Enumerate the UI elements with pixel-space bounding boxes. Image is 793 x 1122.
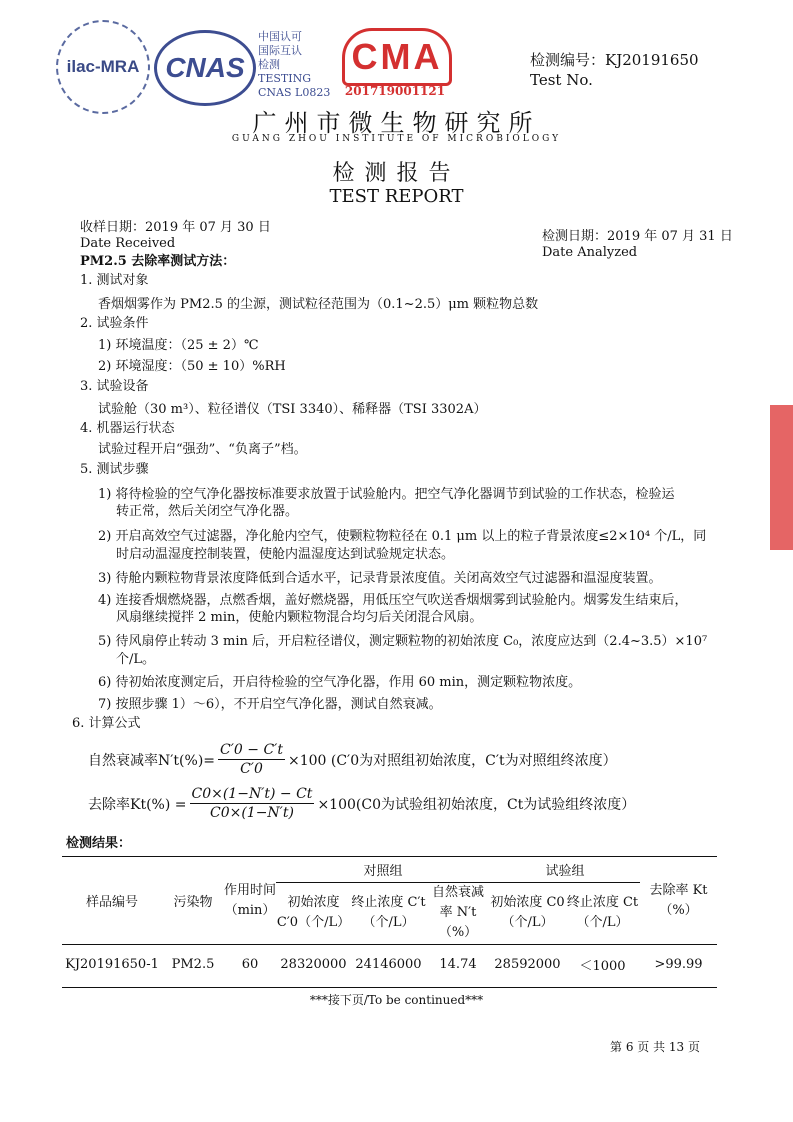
section-3-text: 试验舱（30 m³）、粒径谱仪（TSI 3340）、稀释器（TSI 3302A） [98,402,487,417]
cma-number: 201719001121 [344,84,446,98]
method-heading: PM2.5 去除率测试方法： [80,254,236,269]
cma-logo: CMA [342,28,452,86]
report-title-en: TEST REPORT [329,186,464,207]
results-heading: 检测结果： [66,836,132,851]
date-analyzed-cn: 检测日期：2019 年 07 月 31 日 [542,229,733,244]
step-line: 1) 将待检验的空气净化器按标准要求放置于试验舱内。把空气净化器调节到试验的工作状态，检验运 [98,487,675,502]
header-initial-conc-test: 初始浓度 C0（个/L） [490,895,565,930]
step-line: 3) 待舱内颗粒物背景浓度降低到合适水平，记录背景浓度值。关闭高效空气过滤器和温湿度装置。 [98,571,662,586]
header-time: 作用时间（min） [224,882,277,918]
section-5-title: 5. 测试步骤 [80,462,149,477]
header-final-conc-control: 终止浓度 C′t（个/L） [351,895,426,930]
seal-stamp-edge [770,405,793,550]
step-line: 风扇继续搅拌 2 min，使舱内颗粒物混合均匀后关闭混合风扇。 [116,610,483,625]
fraction: $\frac{C0\times(1-N't) - Ct}{C0\times(1-N't)}$ [191,786,313,821]
institute-name-en: GUANG ZHOU INSTITUTE OF MICROBIOLOGY [231,134,562,144]
test-number: 检测编号：KJ20191650 Test No. [530,51,699,89]
date-received-en: Date Received [80,236,176,251]
section-4-title: 4. 机器运行状态 [80,421,175,436]
header-natural-decay: 自然衰减率 N′t（%） [431,885,484,940]
header-control-group: 对照组 [276,858,490,882]
institute-name-cn: 广州市微生物研究所 [252,109,541,137]
continued-note: ***接下页/To be continued*** [309,993,484,1007]
results-table [62,858,717,984]
step-line: 时启动温湿度控制装置，使舱内温湿度达到试验规定状态。 [116,547,455,562]
table-bottom-rule [62,987,717,988]
step-line: 转正常，然后关闭空气净化器。 [116,504,299,519]
formula-natural-decay: 自然衰减率N′t(%)= $\frac{C'0 - C't}{C'0}$ ×100 (C′0为对照组初始浓度，C′t为对照组终浓度） [88,742,617,777]
step-line: 6) 待初始浓度测定后，开启待检验的空气净化器，作用 60 min，测定颗粒物浓度。 [98,675,582,690]
header-final-conc-test: 终止浓度 Ct（个/L） [566,895,639,930]
section-1-title: 1. 测试对象 [80,273,149,288]
table-top-rule [62,856,717,857]
condition-humidity: 2) 环境湿度：（50 ± 10）%RH [98,359,286,374]
section-1-text: 香烟烟雾作为 PM2.5 的尘源，测试粒径范围为（0.1~2.5）μm 颗粒物总数 [98,297,539,312]
cnas-logo: CNAS [154,30,256,106]
header-initial-conc-control: 初始浓度 C′0（个/L） [276,895,351,930]
header-pollutant: 污染物 [173,895,213,911]
date-received-cn: 收样日期：2019 年 07 月 30 日 [80,220,271,235]
step-line: 4) 连接香烟燃烧器，点燃香烟，盖好燃烧器，用低压空气吹送香烟烟雾到试验舱内。烟雾发生结束后， [98,593,688,608]
header-test-group: 试验组 [490,858,640,882]
step-line: 7) 按照步骤 1）～6），不开启空气净化器，测试自然衰减。 [98,697,442,712]
formula-removal-rate: 去除率Kt(%) = $\frac{C0\times(1-N't) - Ct}{C0\times(1-N't)}$ ×100(C0为试验组初始浓度，Ct为试验组终浓度） [88,786,636,821]
section-4-text: 试验过程开启“强劲”、“负离子”档。 [98,442,307,457]
date-analyzed-en: Date Analyzed [542,245,638,260]
header-removal-rate: 去除率 Kt（%） [649,882,708,918]
header-sample: 样品编号 [85,895,138,911]
condition-temperature: 1) 环境温度：（25 ± 2）℃ [98,338,259,353]
section-2-title: 2. 试验条件 [80,316,149,331]
step-line: 个/L。 [116,652,156,667]
step-line: 2) 开启高效空气过滤器，净化舱内空气，使颗粒物粒径在 0.1 μm 以上的粒子背景浓度≤2×10⁴ 个/L，同 [98,529,707,544]
cnas-accreditation-text: 中国认可 国际互认 检测 TESTING CNAS L0823 [258,30,331,99]
section-3-title: 3. 试验设备 [80,379,149,394]
page-number: 第 6 页 共 13 页 [610,1040,700,1054]
ilac-mra-logo: ilac-MRA [56,20,150,114]
fraction: $\frac{C'0 - C't}{C'0}$ [220,742,283,777]
table-row: KJ20191650-1 PM2.5 60 28320000 24146000 14.74 28592000 ＜1000 >99.99 [62,944,717,984]
section-6-title: 6. 计算公式 [72,716,141,731]
report-title-cn: 检测报告 [332,161,461,186]
step-line: 5) 待风扇停止转动 3 min 后，开启粒径谱仪，测定颗粒物的初始浓度 C₀，浓度应达到（2.4~3.5）×10⁷ [98,634,708,649]
